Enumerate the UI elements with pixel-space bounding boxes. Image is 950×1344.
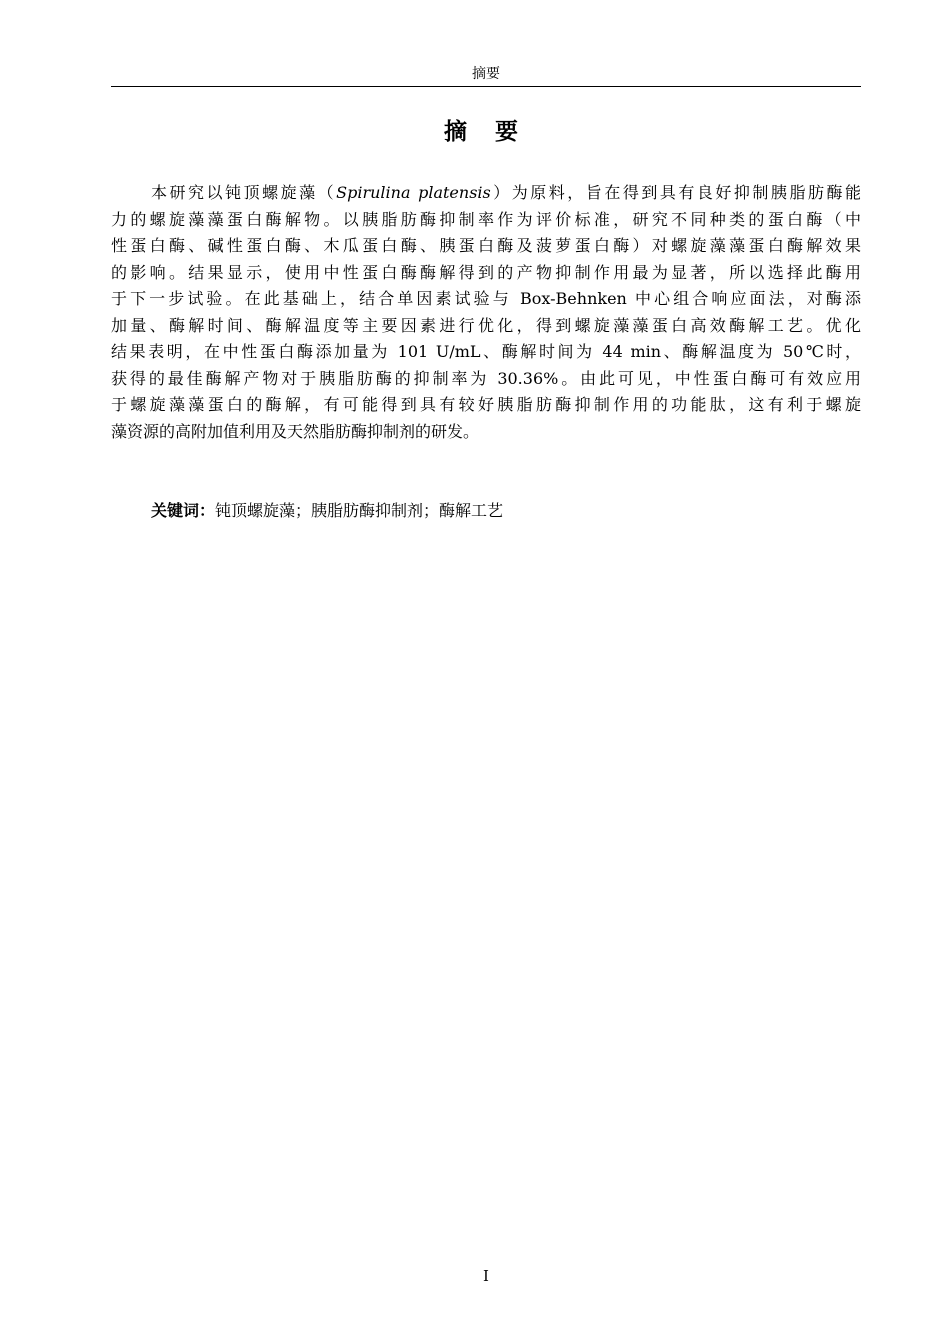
keywords-label: 关键词： [151,501,216,520]
species-name: Spirulina platensis [336,183,491,202]
abstract-line: 藻资源的高附加值利用及天然脂肪酶抑制剂的研发。 [111,421,480,441]
abstract-line: 的影响。结果显示，使用中性蛋白酶酶解得到的产物抑制作用最为显著，所以选择此酶用 [111,262,861,282]
keywords-text: 钝顶螺旋藻；胰脂肪酶抑制剂；酶解工艺 [215,501,504,520]
header-rule [111,86,861,87]
abstract-text: ）为原料，旨在得到具有良好抑制胰脂肪酶能 [490,183,861,202]
abstract-line: 于下一步试验。在此基础上，结合单因素试验与 Box-Behnken 中心组合响应面法，对酶添 [111,289,861,308]
abstract-line: 力的螺旋藻藻蛋白酶解物。以胰脂肪酶抑制率作为评价标准，研究不同种类的蛋白酶（中 [111,209,861,229]
abstract-line [111,180,861,207]
running-header: 摘要 [472,66,500,82]
abstract-line: 结果表明，在中性蛋白酶添加量为 101 U/mL、酶解时间为 44 min、酶解温度为 50℃时， [111,342,861,361]
abstract-line: 于螺旋藻藻蛋白的酶解，有可能得到具有较好胰脂肪酶抑制作用的功能肽，这有利于螺旋 [111,395,861,414]
abstract-line: 性蛋白酶、碱性蛋白酶、木瓜蛋白酶、胰蛋白酶及菠萝蛋白酶）对螺旋藻藻蛋白酶解效果 [111,236,861,255]
abstract-line: 获得的最佳酶解产物对于胰脂肪酶的抑制率为 30.36%。由此可见，中性蛋白酶可有效应用 [111,368,861,388]
abstract-line: 加量、酶解时间、酶解温度等主要因素进行优化，得到螺旋藻藻蛋白高效酶解工艺。优化 [111,315,861,335]
page-title: 摘 要 [443,119,528,145]
keywords [151,498,503,524]
abstract-text: 本研究以钝顶螺旋藻（ [151,183,337,202]
page-number: I [483,1267,489,1285]
abstract-paragraph [111,180,861,445]
